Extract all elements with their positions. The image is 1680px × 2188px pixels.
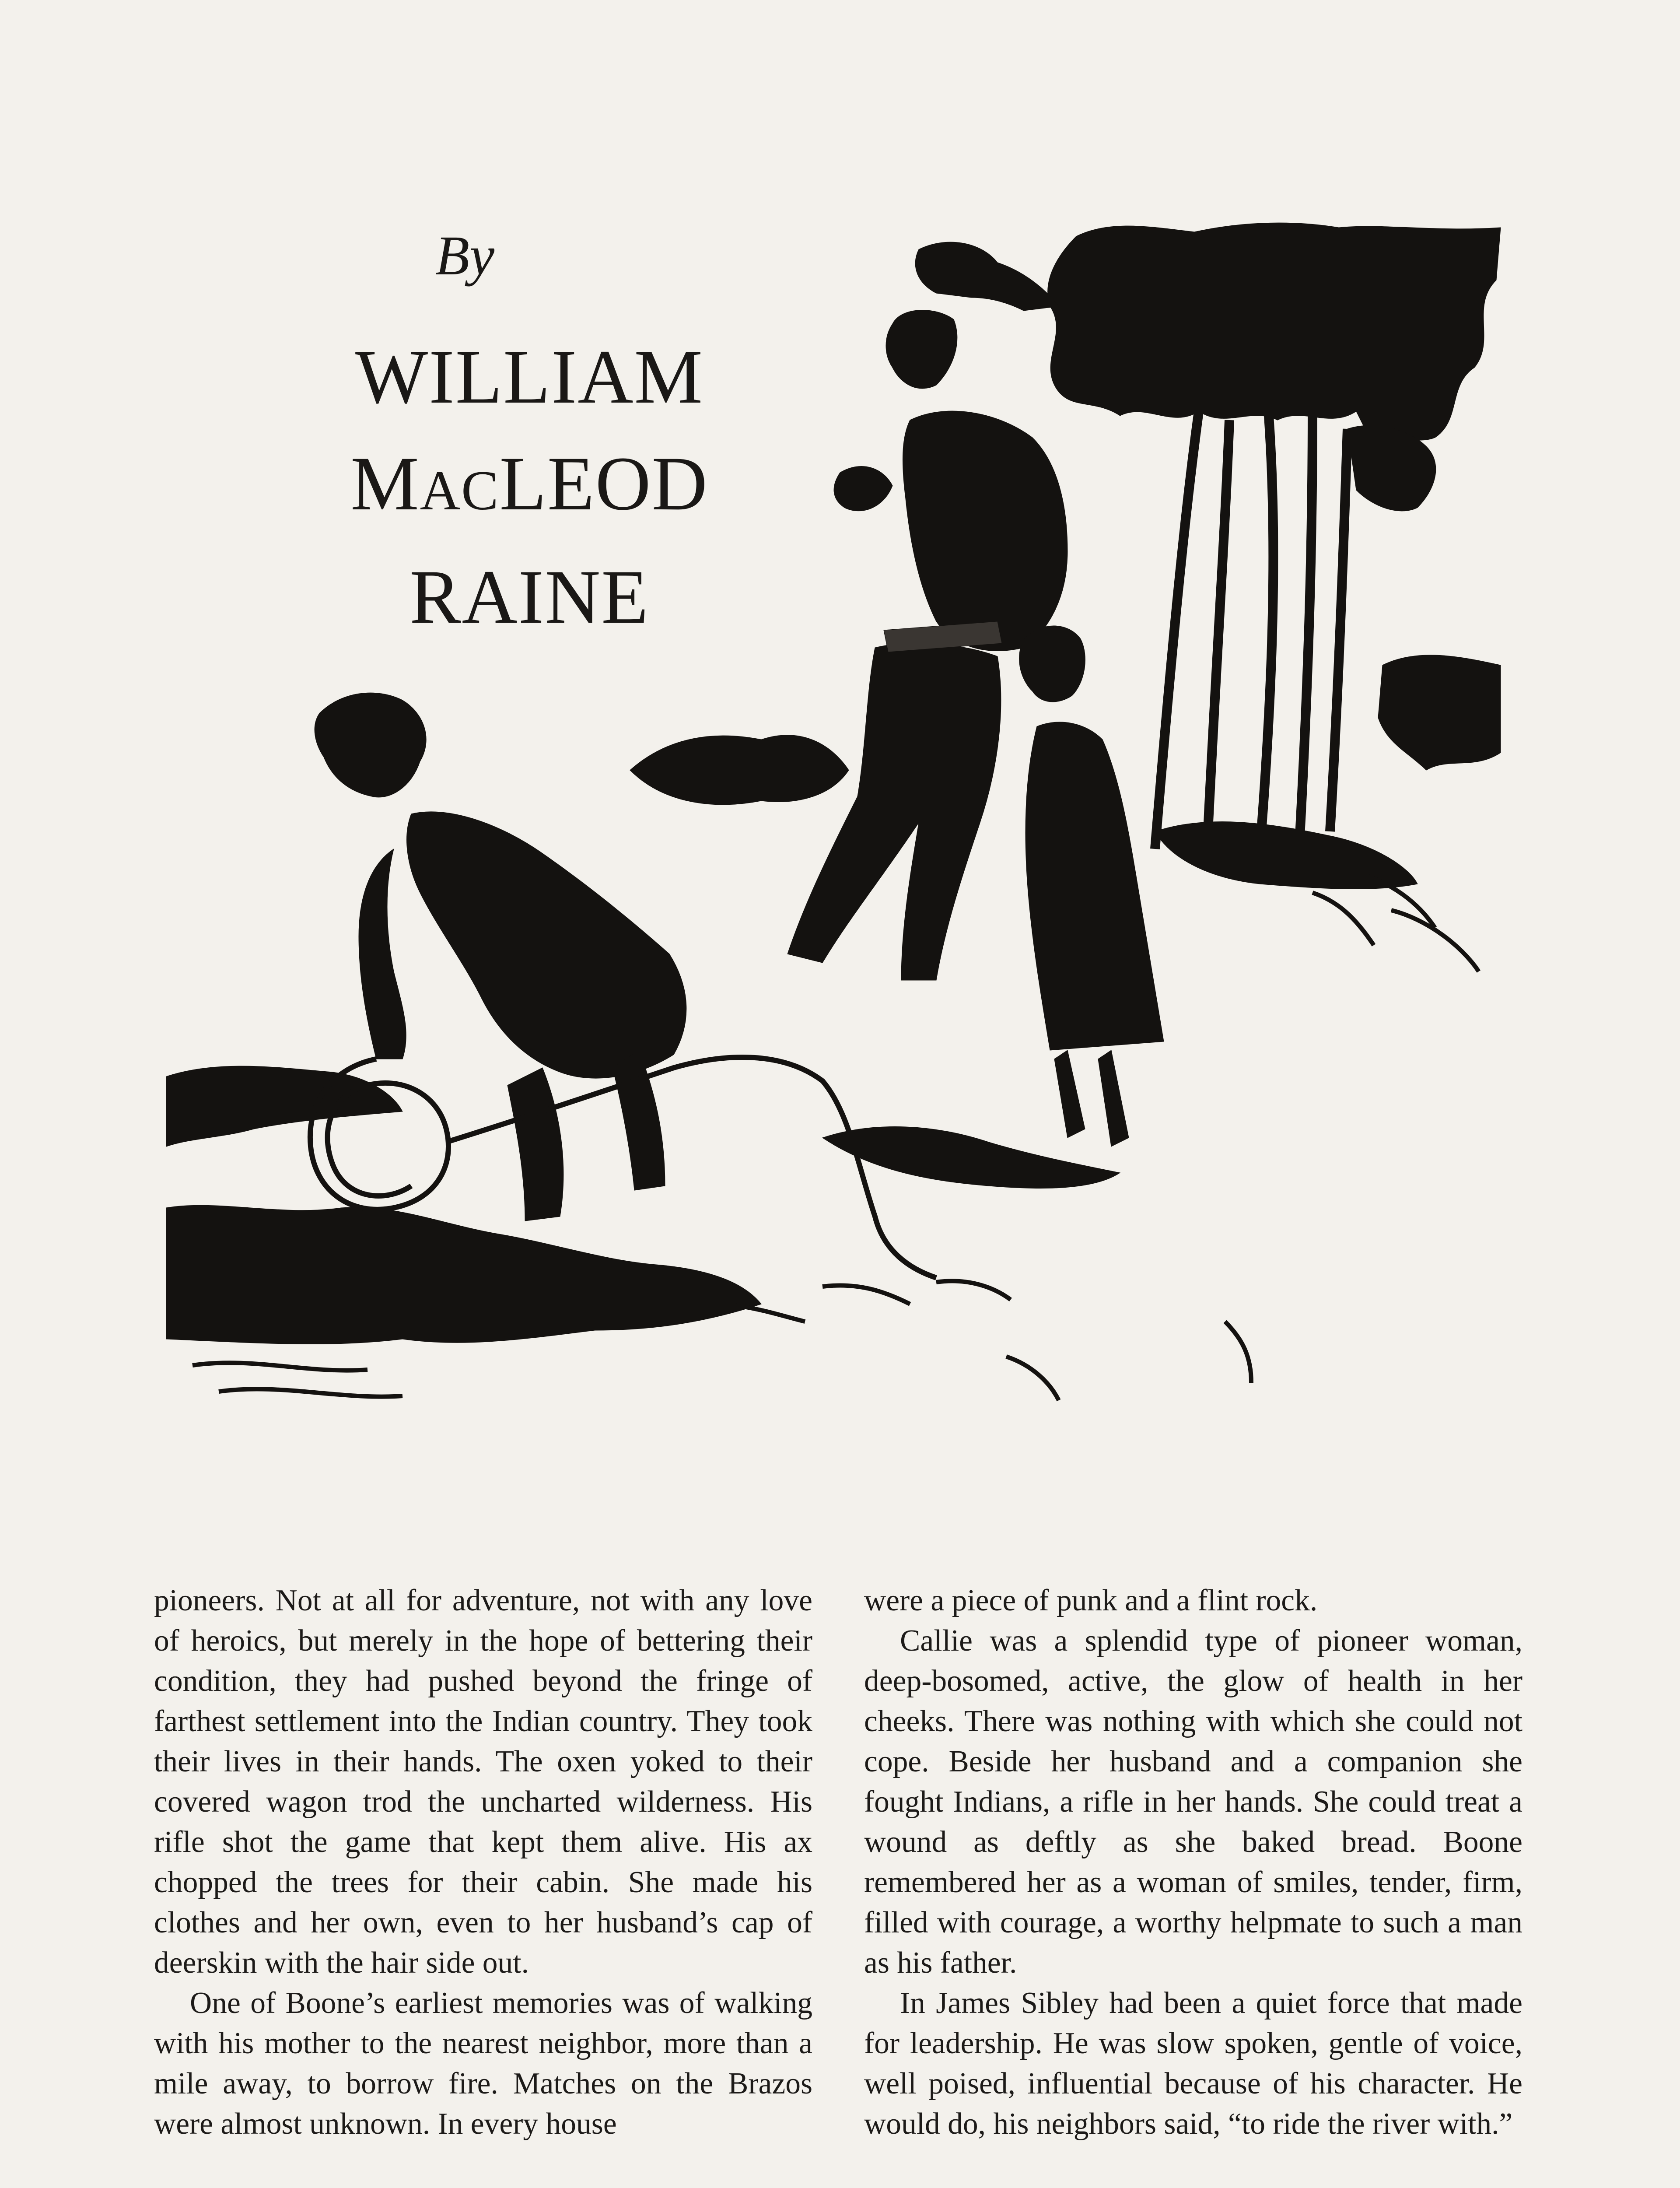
paragraph: One of Boone’s earliest memories was of walking with his mother to the nearest neighbor, more than a mile away, to borrow fire. Matches on the Brazos were almost unknown. In every house xyxy=(154,1986,812,2141)
author-line-2-smallcaps: AC xyxy=(420,459,500,522)
author-line-2-initial: M xyxy=(350,441,420,526)
author-line-2-rest: LEOD xyxy=(499,441,708,526)
hill-shadow xyxy=(630,735,849,805)
dark-ground-left xyxy=(166,1066,402,1147)
text-column-left xyxy=(154,1581,812,2144)
byline-by: By xyxy=(435,224,494,287)
text-column-right xyxy=(864,1581,1522,2144)
paragraph: pioneers. Not at all for adventure, not with any love of heroics, but merely in the hope of bettering their condition, they had pushed beyond the fringe of farthest settlement into the Indian country. They took their lives in their hands. The oxen yoked to their covered wagon trod the uncharted wilderness. His rifle shot the game that kept them alive. His ax chopped the trees for their cabin. She made his clothes and her own, even to her husband’s cap of deerskin with the hair side out. xyxy=(154,1584,812,1980)
author-line-3: RAINE xyxy=(410,554,649,640)
author-line-1: WILLIAM xyxy=(355,334,704,420)
man-figure xyxy=(788,242,1068,980)
paragraph: In James Sibley had been a quiet force that made for leadership. He was slow spoken, gentle of voice, well poised, influential because of his character. He would do, his neighbors said, “to ride the river with.” xyxy=(864,1986,1522,2141)
story-illustration xyxy=(166,201,1527,1497)
ground-shadow xyxy=(822,1127,1120,1189)
tree-trunks xyxy=(1155,411,1348,849)
boy-figure xyxy=(315,693,686,1221)
paragraph: were a piece of punk and a flint rock. xyxy=(864,1584,1318,1617)
girl-figure xyxy=(1019,626,1164,1147)
paragraph: Callie was a splendid type of pioneer woman, deep-bosomed, active, the glow of health in her cheeks. There was nothing with which she could not cope. Beside her husband and a companion she fought Indians, a rifle in her hands. She could treat a wound as deftly as she baked bread. Boone remembered her as a woman of smiles, tender, firm, filled with courage, a worthy helpmate to such a man as his father. xyxy=(864,1624,1522,1980)
river-water xyxy=(166,1205,761,1344)
